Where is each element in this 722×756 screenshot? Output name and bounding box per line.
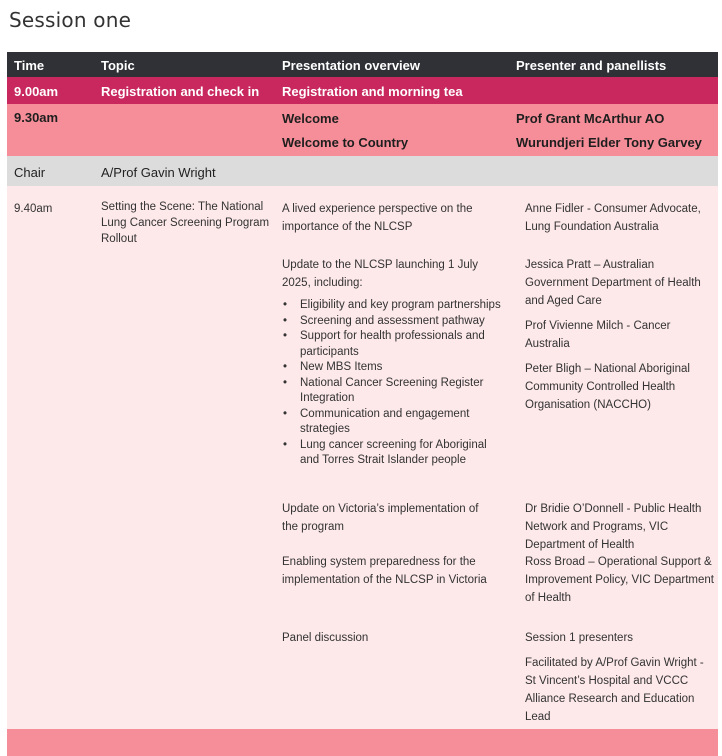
overview-nlcsp-update: Update to the NLCSP launching 1 July 2025, including:	[282, 259, 479, 289]
presenter-bridie-odonnell: Dr Bridie O’Donnell - Public Health Network and Programs, VIC Department of Health	[525, 503, 702, 551]
list-item: • New MBS Items	[300, 360, 505, 376]
overview-victoria: Update on Victoria’s implementation of the program	[282, 503, 479, 533]
list-item: • National Cancer Screening Register Integration	[300, 376, 505, 407]
presenter-vivienne-milch: Prof Vivienne Milch - Cancer Australia	[525, 320, 671, 350]
list-item: • Screening and assessment pathway	[300, 314, 505, 330]
row-time: 9.00am	[14, 84, 59, 99]
update-bullet-list	[282, 298, 505, 469]
list-item: • Lung cancer screening for Aboriginal and Torres Strait Islander people	[300, 438, 505, 469]
overview-lived-experience: A lived experience perspective on the importance of the NLCSP	[282, 203, 473, 233]
chair-name: A/Prof Gavin Wright	[101, 165, 216, 180]
row-topic: Registration and check in	[101, 84, 260, 99]
presenter-ross-broad: Ross Broad – Operational Support & Improvement Policy, VIC Department of Health	[525, 556, 714, 604]
presenter-peter-bligh: Peter Bligh – National Aboriginal Community Controlled Health Organisation (NACCHO)	[525, 363, 690, 411]
row-presenter: Wurundjeri Elder Tony Garvey	[516, 135, 702, 150]
row-time: 9.30am	[14, 110, 59, 125]
table-row-930	[7, 104, 718, 156]
presenter-facilitator: Facilitated by A/Prof Gavin Wright - St Vincent’s Hospital and VCCC Alliance Research and Education Lead	[525, 657, 704, 723]
header-overview: Presentation overview	[282, 58, 420, 73]
header-time: Time	[14, 58, 45, 73]
next-row-strip	[7, 729, 718, 756]
presenter-session-1: Session 1 presenters	[525, 632, 634, 644]
list-item: • Support for health professionals and participants	[300, 329, 505, 360]
presenter-jessica-pratt: Jessica Pratt – Australian Government Department of Health and Aged Care	[525, 259, 701, 307]
row-overview: Welcome to Country	[282, 135, 409, 150]
session-title: Session one	[9, 8, 132, 32]
row-presenter: Prof Grant McArthur AO	[516, 111, 665, 126]
chair-row	[7, 156, 718, 186]
list-item: • Eligibility and key program partnerships	[300, 298, 505, 314]
presenter-anne-fidler: Anne Fidler - Consumer Advocate, Lung Foundation Australia	[525, 203, 701, 233]
row-overview: Welcome	[282, 111, 339, 126]
row-overview: Registration and morning tea	[282, 84, 463, 99]
table-header	[7, 52, 718, 77]
list-item: • Communication and engagement strategies	[300, 407, 505, 438]
table-row-940	[7, 186, 718, 729]
table-row-900	[7, 77, 718, 104]
overview-panel: Panel discussion	[282, 632, 369, 644]
overview-enabling: Enabling system preparedness for the implementation of the NLCSP in Victoria	[282, 556, 487, 586]
header-presenter: Presenter and panellists	[516, 58, 667, 73]
header-topic: Topic	[101, 58, 135, 73]
chair-label: Chair	[14, 165, 46, 180]
row-time: 9.40am	[14, 203, 53, 215]
row-topic: Setting the Scene: The National Lung Cancer Screening Program Rollout	[101, 201, 270, 245]
